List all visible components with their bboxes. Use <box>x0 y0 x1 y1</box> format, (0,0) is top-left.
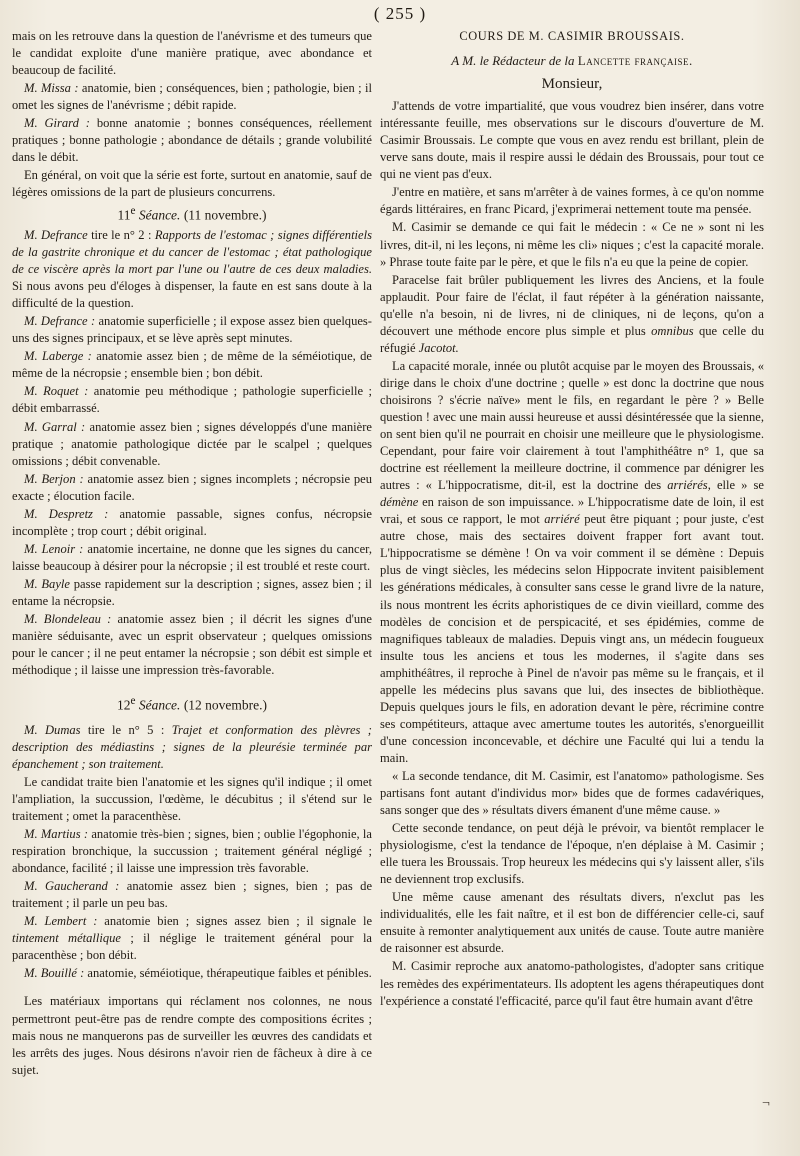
review-text: anatomie assez bien ; signes, bien ; pas de traitement ; il parle un peu bas. <box>12 879 372 911</box>
review-martius <box>12 826 372 877</box>
spacer <box>12 983 372 993</box>
italic-term: Jacotot. <box>418 340 459 355</box>
review-text: ; il néglige le traitement général pour la paracenthèse ; bon débit. <box>12 931 372 963</box>
review-garral <box>12 419 372 470</box>
candidate-name: M. Berjon : <box>24 471 84 486</box>
candidate-name: M. Blondeleau : <box>24 612 112 627</box>
review-dumas: Le candidat traite bien l'anatomie et les signes qu'il indique ; il omet l'ampliation, la succussion, l'œdème, le décubitus ; il s'étend sur le traitement ; omet la paracenthèse. <box>12 774 372 824</box>
review-text: passe rapidement sur la description ; signes, assez bien ; il entame la nécropsie. <box>12 576 372 608</box>
journal-name: Lancette française. <box>577 53 693 69</box>
review-text: bonne anatomie ; bonnes conséquences, réellement pratiques ; bonne pathologie ; abondance de détails ; grande volubilité dans le débit. <box>12 116 372 165</box>
review-missa <box>12 80 372 114</box>
letter-paragraph: Cette seconde tendance, on peut déjà le prévoir, va bientôt remplacer le physiologisme, c'est la tendance de l'époque, n'en déplaise à M. Casimir ; elle tuera les Broussais. Trop heureux les médecins qui s'y laissent aller, s'ils ne deviennent trop exclusifs. <box>380 821 764 887</box>
seance-number: 12 <box>116 697 131 713</box>
letter-paragraph: « La seconde tendance, dit M. Casimir, est l'anatomo» pathologisme. Ses partisans font autant d'individus mor» bides que de formes cadavériques, sans songer que des » résultats divers émanent d'une même cause. » <box>380 768 764 818</box>
italic-term: démène <box>380 495 419 510</box>
seance-number: 11 <box>117 207 131 223</box>
review-text: anatomie assez bien ; signes développés d'une manière pratique ; anatomie pathologique dictée par le scalpel ; quelques omissions ; débit convenable. <box>12 419 372 468</box>
review-bouille <box>12 965 372 982</box>
review-blondeleau <box>12 611 372 679</box>
margin-mark: ¬ <box>762 1096 770 1111</box>
candidate-name: M. Laberge : <box>24 349 92 364</box>
candidate-name: M. Girard : <box>24 116 90 131</box>
candidate-name: M. Defrance <box>24 228 88 243</box>
seance-11-heading <box>12 203 372 224</box>
letter-paragraph: J'entre en matière, et sans m'arrêter à de vaines formes, à ce qu'on nomme égards littéraires, en franc Picard, j'exprimerai nettement toute ma pensée. <box>380 185 764 217</box>
italic-term: tintement métallique <box>12 931 121 946</box>
salutation: Monsieur, <box>541 76 603 93</box>
letter-paragraph: J'attends de votre impartialité, que vous voudrez bien insérer, dans votre intéressante feuille, mes observations sur le discours d'ouverture de M. Casimir Broussais. Le compte que vous en avez rendu est brillant, plein de verve sans doute, mais il respire aussi le dédain des Broussais, pour tout ce qui ne vient pas d'eux. <box>380 99 764 182</box>
review-text: anatomie incertaine, ne donne que les signes du cancer, laisse beaucoup à désirer pour la nécropsie ; il est troublé et reste court. <box>12 541 372 573</box>
right-column <box>380 28 764 1143</box>
review-laberge <box>12 348 372 382</box>
closing-paragraph: Les matériaux importans qui réclament nos colonnes, ne nous permettront peut-être pas de rendre compte des compositions écrites ; mais nous ne manquerons pas de surveiller les œuvres des candidats et les arrêts des juges. Nous désirons n'avoir rien de fâcheux à dire à ce sujet. <box>12 994 372 1077</box>
candidate-name: M. Gaucherand : <box>24 879 120 894</box>
review-roquet <box>12 383 372 417</box>
review-dumas-topic <box>12 722 372 773</box>
candidate-name: M. Bouillé : <box>24 966 85 981</box>
review-text: Si nous avons peu d'éloges à dispenser, la faute en est sans doute à la difficulté de la question. <box>12 279 372 311</box>
question-title: Trajet et conformation des plèvres ; description des médiastins ; signes de la pleurésie terminée par épanchement ; son traitement. <box>12 722 372 771</box>
candidate-name: M. Despretz : <box>24 506 109 521</box>
review-defrance <box>12 313 372 347</box>
candidate-name: M. Lembert : <box>24 914 98 929</box>
paragraph-text: peut être piquant ; pour juste, c'est autre chose, mais des sectaires doivent frapper fort avant tout. L'hippocratisme se démène ! On va voir comment il se démène : Depuis plus de vingt siècles, les médecins selon Hippocrate invitent paisiblement les générations médicales, à consulter sans cesse le grand livre de la nature, ils nous montrent les écrits aphoristiques de ce divin vieillard, comme des modèles de concision et de perspicacité, et ses épidémies, comme de magnifiques tableaux de maladies. Depuis vingt ans, un médecin fougueux insulte tous les anciens et tous les modernes, il s'agite dans ses amphithéâtres, il reproche à Pinel de n'avoir pas même su le français, et il appelle les médecins plus savans que lui, des insectes de bibliothèque. Depuis quelques jours le fils, en adoration devant le père, récrimine contre ses compétiteurs, attaque avec amertume toutes les autorités, s'enorgueillit d'une concession inconcevable, et déchire une Faculté qui lui a tendu la main. <box>380 512 764 765</box>
paragraph-text: , elle » se <box>707 478 764 493</box>
review-text: anatomie très-bien ; signes, bien ; oublie l'égophonie, la respiration bronchique, la succussion ; traitement général négligé ; abondance, facilité ; il laisse une impression très favorable. <box>12 827 372 876</box>
review-despretz <box>12 506 372 540</box>
paragraph-aneurysm: mais on les retrouve dans la question de l'anévrisme et des tumeurs que le candidat exploite d'une manière pratique, avec abondance et beaucoup de facilité. <box>12 29 372 78</box>
review-girard <box>12 115 372 166</box>
address-text: A M. le Rédacteur de la <box>451 53 578 69</box>
review-lembert <box>12 913 372 964</box>
review-text: anatomie, bien ; conséquences, bien ; pathologie, bien ; il omet les signes de l'anévrisme ; débit rapide. <box>12 81 372 113</box>
review-text: anatomie assez bien ; signes incomplets ; nécropsie peu exacte ; élocution facile. <box>12 471 372 503</box>
letter-address <box>380 52 764 69</box>
review-text: tire le n° 5 : <box>80 722 172 737</box>
seance-word: Séance. <box>135 697 181 713</box>
review-text: anatomie peu méthodique ; pathologie superficielle ; débit embarrassé. <box>12 384 372 416</box>
candidate-name: M. Lenoir : <box>24 541 84 556</box>
review-text: anatomie assez bien ; de même de la séméiotique, de même de la nécropsie ; ensemble bien ; bon débit. <box>12 349 372 381</box>
paragraph-text: en raison de son impuissance. » L'hippocratisme date de loin, il est vrai, et sous ce rapport, le mot <box>380 495 764 527</box>
review-gaucherand <box>12 878 372 912</box>
review-defrance-topic <box>12 227 372 312</box>
candidate-name: M. Missa : <box>24 81 79 96</box>
seance-date: (11 novembre.) <box>180 207 267 223</box>
letter-paragraph: Une même cause amenant des résultats divers, n'exclut pas les individualités, elle les fait naître, et il est bon de différencier celle-ci, sauf ensuite à remonter analytiquement aux unités de cause. Toute autre manière de raisonner est absurde. <box>380 890 764 956</box>
page-number: ( 255 ) <box>373 4 427 23</box>
seance-date: (12 novembre.) <box>180 697 268 713</box>
italic-term: omnibus <box>651 323 694 338</box>
italic-term: arriérés <box>667 478 708 493</box>
paragraph-text: que celle du réfugié <box>380 323 764 355</box>
general-remark: En général, on voit que la série est forte, surtout en anatomie, sauf de légères omissions de la part de plusieurs concurrens. <box>12 168 372 200</box>
candidate-name: M. Garral : <box>24 419 86 434</box>
letter-paragraph <box>380 272 764 357</box>
review-bayle <box>12 576 372 610</box>
review-lenoir <box>12 541 372 575</box>
review-text: anatomie assez bien ; il décrit les signes d'une manière séduisante, avec un esprit observateur ; quelques omissions pour le cancer ; il ne peut entamer la nécropsie ; son débit est simple et méthodique ; il laisse une impression très-favorable. <box>12 612 372 678</box>
article-heading: COURS DE M. CASIMIR BROUSSAIS. <box>459 29 685 43</box>
letter-paragraph: M. Casimir reproche aux anatomo-pathologistes, d'adopter sans critique les remèdes des expérimentateurs. Ils adoptent les agens thérapeutiques dont l'expérience a constaté l'efficacité, parce qu'il faut être humain avant d'être <box>380 959 764 1008</box>
italic-term: arriéré <box>544 512 580 527</box>
review-berjon <box>12 471 372 505</box>
review-text: anatomie superficielle ; il expose assez bien quelques-uns des signes principaux, et se lève après sept minutes. <box>12 314 372 346</box>
question-title: Rapports de l'estomac ; signes différentiels de la gastrite chronique et du cancer de l'estomac ; état pathologique de ce viscère après la mort par l'une ou l'autre de ces deux maladies. <box>12 228 372 277</box>
candidate-name: M. Dumas <box>24 722 81 737</box>
candidate-name: M. Martius : <box>24 827 89 842</box>
review-text: anatomie bien ; signes assez bien ; il signale le <box>97 914 372 929</box>
seance-ordinal-suffix: e <box>130 205 136 218</box>
candidate-name: M. Bayle <box>24 576 70 591</box>
review-text: anatomie passable, signes confus, nécropsie incomplète ; trop court ; débit original. <box>12 506 372 538</box>
letter-paragraph <box>380 358 764 767</box>
letter-paragraph: M. Casimir se demande ce qui fait le médecin : « Ce ne » sont ni les livres, dit-il, ni les leçons, ni même les cli» niques ; c'est la capacité morale. » Phrase toute faite par le père, et que le fils n'a eu que la peine de copier. <box>380 220 764 269</box>
candidate-name: M. Defrance : <box>24 314 96 329</box>
candidate-name: M. Roquet : <box>24 384 89 399</box>
review-text: tire le n° 2 : <box>87 228 155 243</box>
paragraph-text: La capacité morale, innée ou plutôt acquise par le moyen des Broussais, « dirige dans le choix d'une doctrine ; quelle » est donc la doctrine que nous choisirons ? s'écrie naïve» ment le fils, en regardant le père ? » Belle question ! avec une main aussi heureuse et aussi désintéressée que la sienne, on sent bien qu'il ne pourrait en choisir une meilleure que le physiologisme. Cependant, pour faire voir clairement à tout l'amphithéâtre n° 1, que sa doctrine est réellement la meilleure doctrine, il commence par dénigrer les autres : « L'hippocratisme, dit-il, est la doctrine des <box>380 358 764 493</box>
paragraph-text: Paracelse fait brûler publiquement les livres des Anciens, et la foule applaudit. Pour faire de l'éclat, il faut répéter à la génération naissante, qu'elle n'a besoin, ni de livres, ni de cliniques, ni de leçons, qu'on a découvert une méthode encore plus simple et plus <box>380 272 764 338</box>
seance-ordinal-suffix: e <box>130 695 136 708</box>
review-text: anatomie, séméiotique, thérapeutique faibles et pénibles. <box>84 966 372 981</box>
left-column <box>12 28 372 1143</box>
seance-word: Séance. <box>135 207 181 223</box>
seance-12-heading <box>12 693 372 714</box>
